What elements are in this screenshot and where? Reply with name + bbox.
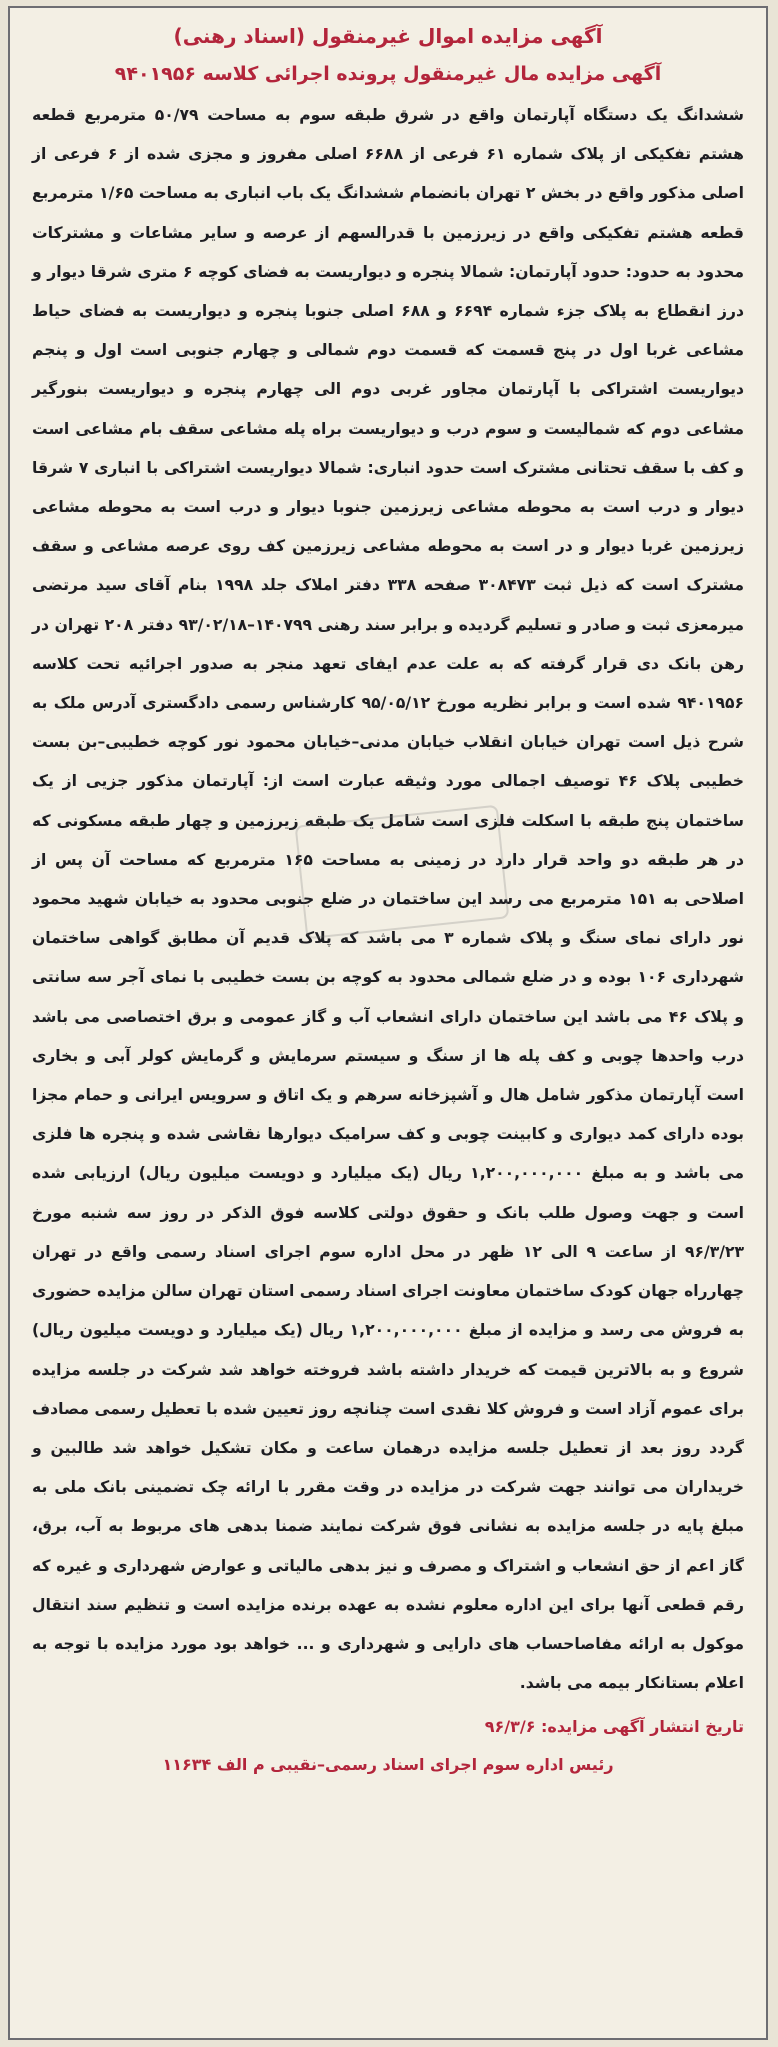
notice-clipping [8, 6, 768, 2040]
notice-body: ششدانگ یک دستگاه آپارتمان واقع در شرق طبقه سوم به مساحت ۵۰/۷۹ مترمربع قطعه هشتم تفکیکی از پلاک شماره ۶۱ فرعی از ۶۶۸۸ اصلی مفروز و مجزی شده از ۶ فرعی از اصلی مذکور واقع در بخش ۲ تهران بانضمام ششدانگ یک باب انباری به مساحت ۱/۶۵ مترمربع قطعه هشتم تفکیکی واقع در زیرزمین با قدرالسهم از عرصه و سایر مشاعات و مشترکات محدود به حدود: حدود آپارتمان: شمالا پنجره و دیواریست به فضای کوچه ۶ متری شرقا دیوار و درز انقطاع به پلاک جزء شماره ۶۶۹۴ و ۶۸۸ اصلی جنوبا پنجره و دیواریست به فضای حیاط مشاعی غربا اول در پنج قسمت که قسمت دوم شمالی و چهارم جنوبی است اول و پنجم دیواریست اشتراکی با آپارتمان مجاور غربی دوم الی چهارم پنجره و دیواریست بنورگیر مشاعی دوم که شمالیست و سوم درب و دیواریست براه پله مشاعی سقف بام مشاعی است و کف با سقف تحتانی مشترک است حدود انباری: شمالا دیواریست اشتراکی با انباری ۷ شرقا دیوار و درب است به محوطه مشاعی زیرزمین جنوبا دیوار و درب است به محوطه مشاعی زیرزمین غربا دیوار و در است به محوطه مشاعی زیرزمین کف روی عرصه مشاعی و سقف مشترک است که ذیل ثبت ۳۰۸۴۷۳ صفحه ۳۳۸ دفتر املاک جلد ۱۹۹۸ بنام آقای سید مرتضی میرمعزی ثبت و صادر و تسلیم گردیده و برابر سند رهنی ۱۴۰۷۹۹–۹۳/۰۲/۱۸ دفتر ۲۰۸ تهران در رهن بانک دی قرار گرفته که به علت عدم ایفای تعهد منجر به صدور اجرائیه تحت کلاسه ۹۴۰۱۹۵۶ شده است و برابر نظریه مورخ ۹۵/۰۵/۱۲ کارشناس رسمی دادگستری آدرس ملک به شرح ذیل است تهران خیابان انقلاب خیابان مدنی–خیابان محمود نور کوچه خطیبی–بن بست خطیبی پلاک ۴۶ توصیف اجمالی مورد وثیقه عبارت است از: آپارتمان مذکور جزیی از یک ساختمان پنج طبقه با اسکلت فلزی است شامل یک طبقه زیرزمین و چهار طبقه مسکونی که در هر طبقه دو واحد قرار دارد در زمینی به مساحت ۱۶۵ مترمربع که مساحت آن پس از اصلاحی به ۱۵۱ مترمربع می رسد این ساختمان در ضلع جنوبی محدود به خیابان شهید محمود نور دارای نمای سنگ و پلاک شماره ۳ می باشد که پلاک قدیم آن مطابق گواهی ساختمان شهرداری ۱۰۶ بوده و در ضلع شمالی محدود به کوچه بن بست خطیبی با نمای آجر سه سانتی و پلاک ۴۶ می باشد این ساختمان دارای انشعاب آب و گاز عمومی و برق اختصاصی می باشد درب واحدها چوبی و کف پله ها از سنگ و سیستم سرمایش و گرمایش کولر آبی و بخاری است آپارتمان مذکور شامل هال و آشپزخانه سرهم و یک اتاق و سرویس ایرانی و حمام مجزا بوده دارای کمد دیواری و کابینت چوبی و کف سرامیک دیوارها نقاشی شده و پنجره ها فلزی می باشد و به مبلغ ۱,۲۰۰,۰۰۰,۰۰۰ ریال (یک میلیارد و دویست میلیون ریال) ارزیابی شده است و جهت وصول طلب بانک و حقوق دولتی کلاسه فوق الذکر در روز سه شنبه مورخ ۹۶/۳/۲۳ از ساعت ۹ الی ۱۲ ظهر در محل اداره سوم اجرای اسناد رسمی واقع در تهران چهارراه جهان کودک ساختمان معاونت اجرای اسناد رسمی استان تهران سالن مزایده حضوری به فروش می رسد و مزایده از مبلغ ۱,۲۰۰,۰۰۰,۰۰۰ ریال (یک میلیارد و دویست میلیون ریال) شروع و به بالاترین قیمت که خریدار داشته باشد فروخته خواهد شد شرکت در جلسه مزایده برای عموم آزاد است و فروش کلا نقدی است چنانچه روز تعیین شده با تعطیل رسمی مصادف گردد روز بعد از تعطیل جلسه مزایده درهمان ساعت و مکان تشکیل خواهد شد طالبین و خریداران می توانند جهت شرکت در مزایده در وقت مقرر با ارائه چک تضمینی بانک ملی به مبلغ پایه در جلسه مزایده به نشانی فوق شرکت نمایند ضمنا بدهی های مربوط به آب، برق، گاز اعم از حق انشعاب و اشتراک و مصرف و نیز بدهی مالیاتی و عوارض شهرداری و غیره که رقم قطعی آنها برای این اداره معلوم نشده به عهده برنده مزایده است و تنظیم سند انتقال موکول به ارائه مفاصاحساب های دارایی و شهرداری و ... خواهد بود مورد مزایده با توجه به اعلام بستانکار بیمه می باشد. [32, 106, 745, 1693]
notice-subtitle: آگهی مزایده مال غیرمنقول پرونده اجرائی کلاسه ۹۴۰۱۹۵۶ [114, 63, 662, 85]
signature-line: رئیس اداره سوم اجرای اسناد رسمی–نقیبی م الف ۱۱۶۳۴ [162, 1755, 614, 1775]
watermark-stamp [295, 805, 510, 940]
publish-date: تاریخ انتشار آگهی مزایده: ۹۶/۳/۶ [484, 1717, 744, 1737]
notice-title: آگهی مزایده اموال غیرمنقول (اسناد رهنی) [173, 24, 603, 48]
